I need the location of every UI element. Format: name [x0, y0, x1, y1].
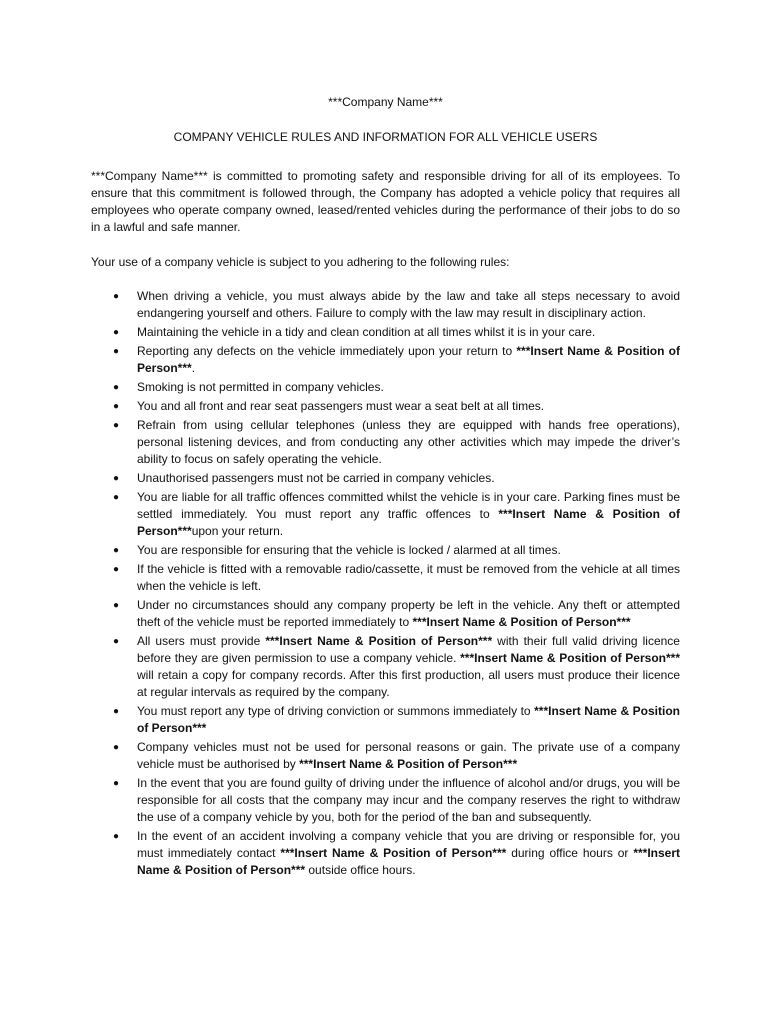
bullet-icon: ● [113, 327, 120, 338]
rule-text: You and all front and rear seat passengers must wear a seat belt at all times. [137, 399, 545, 413]
rule-placeholder: ***Insert Name & Position of Person*** [460, 651, 680, 665]
rule-text: Reporting any defects on the vehicle immediately upon your return to [137, 344, 517, 358]
rule-item [91, 561, 680, 595]
rule-placeholder: ***Insert Name & Position of Person*** [299, 757, 518, 771]
rules-list [91, 288, 680, 879]
bullet-icon: ● [113, 346, 120, 357]
rule-placeholder: ***Insert Name & Position of Person*** [137, 344, 681, 375]
rule-text: All users must provide [137, 634, 266, 648]
company-name-heading: ***Company Name*** [328, 95, 443, 109]
rule-placeholder: ***Insert Name & Position of Person*** [412, 615, 631, 629]
bullet-icon: ● [113, 636, 120, 647]
rule-text: outside office hours. [305, 863, 416, 877]
rule-text: When driving a vehicle, you must always abide by the law and take all steps necessary to avoid endangering yourself and others. Failure to comply with the law may result in disciplinary action. [137, 289, 680, 320]
rule-item [91, 398, 680, 415]
rule-item [91, 489, 680, 540]
rule-item [91, 288, 680, 322]
rule-item [91, 633, 680, 701]
bullet-icon: ● [113, 564, 120, 575]
rule-item [91, 703, 680, 737]
rule-text: will retain a copy for company records. After this first production, all users must produce their licence at regular intervals as required by the company. [137, 668, 680, 699]
bullet-icon: ● [113, 600, 120, 611]
rule-text: You are liable for all traffic offences committed whilst the vehicle is in your care. Parking fines must be settled immediately. You must report any traffic offences to [137, 490, 680, 521]
rules-intro: Your use of a company vehicle is subject to you adhering to the following rules: [91, 255, 510, 269]
rule-item [91, 542, 680, 559]
rule-text: Company vehicles must not be used for personal reasons or gain. The private use of a company vehicle must be authorised by [137, 740, 680, 771]
bullet-icon: ● [113, 420, 120, 431]
intro-company-name: ***Company Name*** [91, 169, 208, 183]
bullet-icon: ● [113, 742, 120, 753]
rule-placeholder: ***Insert Name & Position of Person*** [137, 704, 680, 735]
document-title: COMPANY VEHICLE RULES AND INFORMATION FOR ALL VEHICLE USERS [173, 130, 598, 144]
rule-text: You are responsible for ensuring that the vehicle is locked / alarmed at all times. [137, 543, 561, 557]
bullet-icon: ● [113, 401, 120, 412]
bullet-icon: ● [113, 778, 120, 789]
bullet-icon: ● [113, 492, 120, 503]
rule-placeholder: ***Insert Name & Position of Person*** [280, 846, 507, 860]
rule-item [91, 470, 680, 487]
rule-item [91, 379, 680, 396]
rule-item [91, 343, 680, 377]
rule-text: upon your return. [191, 524, 284, 538]
rule-text: Smoking is not permitted in company vehicles. [137, 380, 384, 394]
rule-text: Refrain from using cellular telephones (unless they are equipped with hands free operations), personal listening devices, and from conducting any other activities which may impede the driver’s ability to focus on safely operating the vehicle. [137, 418, 680, 466]
rule-text: In the event of an accident involving a company vehicle that you are driving or responsible for, you must immediately contact [137, 829, 680, 860]
rule-text: Unauthorised passengers must not be carried in company vehicles. [137, 471, 495, 485]
rule-placeholder: ***Insert Name & Position of Person*** [137, 507, 680, 538]
rule-item [91, 324, 680, 341]
rule-item [91, 775, 680, 826]
rule-item [91, 597, 680, 631]
rule-text: If the vehicle is fitted with a removable radio/cassette, it must be removed from the vehicle at all times when the vehicle is left. [137, 562, 680, 593]
rule-text: In the event that you are found guilty of driving under the influence of alcohol and/or drugs, you will be responsible for all costs that the company may incur and the company reserves the right to withdraw the use of a company vehicle by you, both for the period of the ban and subsequently. [137, 776, 680, 824]
bullet-icon: ● [113, 382, 120, 393]
rule-item [91, 417, 680, 468]
intro-text: is committed to promoting safety and responsible driving for all of its employees. To ensure that this commitment is followed through, the Company has adopted a vehicle policy that requires all employees who operate company owned, leased/rented vehicles during the performance of their jobs to do so in a lawful and safe manner. [91, 169, 680, 234]
rule-item [91, 739, 680, 773]
rule-placeholder: ***Insert Name & Position of Person*** [265, 634, 493, 648]
rule-text: . [191, 361, 196, 375]
bullet-icon: ● [113, 831, 120, 842]
rule-text: You must report any type of driving conviction or summons immediately to [137, 704, 535, 718]
bullet-icon: ● [113, 545, 120, 556]
intro-paragraph [91, 168, 680, 236]
bullet-icon: ● [113, 706, 120, 717]
rule-text: with their full valid driving licence before they are given permission to use a company vehicle. [137, 634, 680, 665]
bullet-icon: ● [113, 291, 120, 302]
rule-text: Under no circumstances should any company property be left in the vehicle. Any theft or attempted theft of the vehicle must be reported immediately to [137, 598, 680, 629]
rule-text: during office hours or [506, 846, 634, 860]
bullet-icon: ● [113, 473, 120, 484]
rule-item [91, 828, 680, 879]
rule-text: Maintaining the vehicle in a tidy and clean condition at all times whilst it is in your care. [137, 325, 596, 339]
rule-placeholder: ***Insert Name & Position of Person*** [137, 846, 681, 877]
